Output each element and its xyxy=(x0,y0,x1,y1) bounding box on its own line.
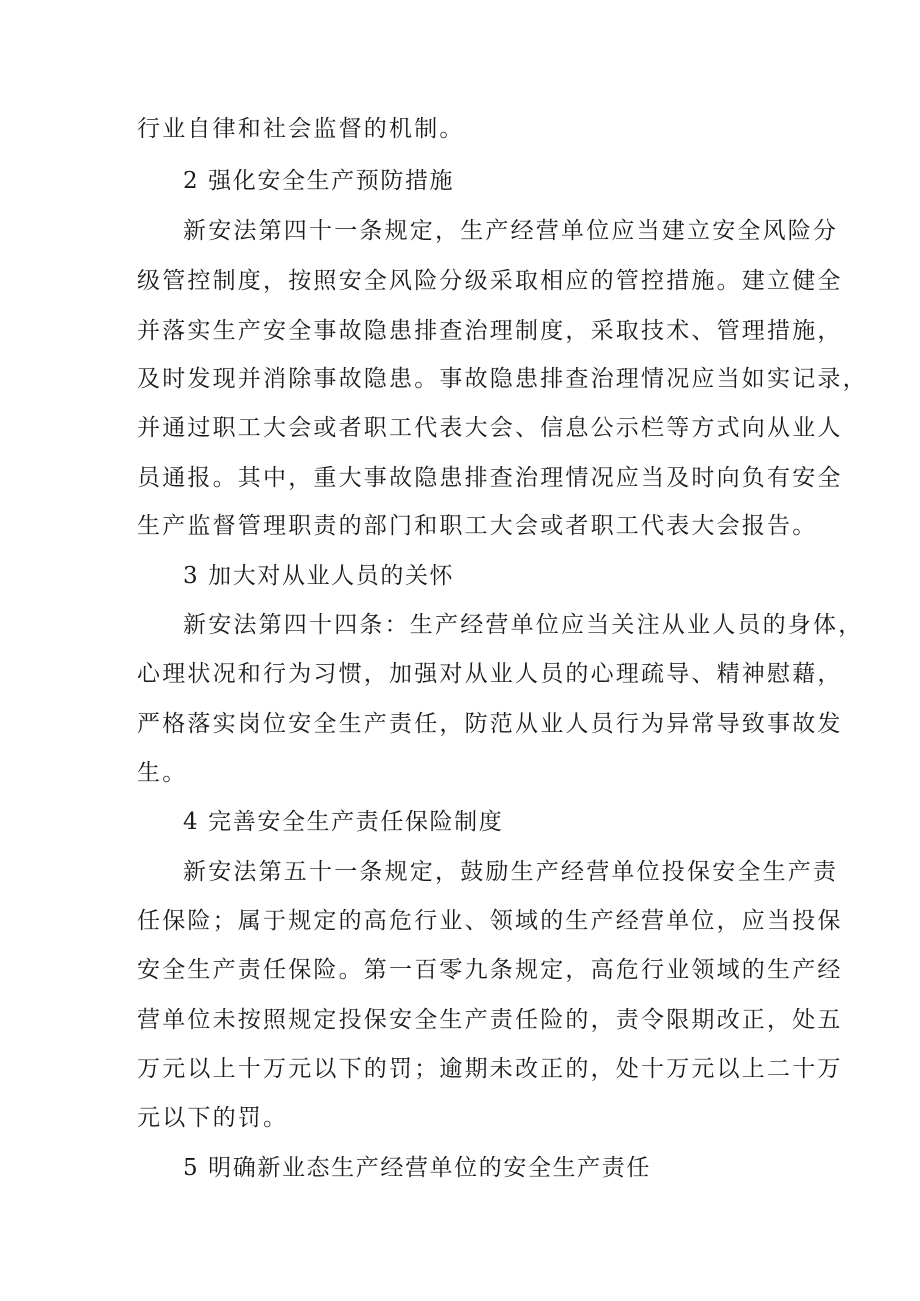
paragraph-line: 任保险；属于规定的高危行业、领域的生产经营单位，应当投保 xyxy=(137,908,843,934)
paragraph-line: 元以下的罚。 xyxy=(137,1105,289,1131)
paragraph-line: 员通报。其中，重大事故隐患排查治理情况应当及时向负有安全 xyxy=(137,465,843,491)
paragraph-line: 并通过职工大会或者职工代表大会、信息公示栏等方式向从业人 xyxy=(137,415,843,441)
paragraph-line: 严格落实岗位安全生产责任，防范从业人员行为异常导致事故发 xyxy=(137,711,843,737)
paragraph-line: 新安法第四十四条：生产经营单位应当关注从业人员的身体， xyxy=(183,612,864,638)
paragraph-line: 安全生产责任保险。第一百零九条规定，高危行业领域的生产经 xyxy=(137,957,843,983)
section-heading: 3 加大对从业人员的关怀 xyxy=(183,563,455,589)
paragraph-line: 生。 xyxy=(137,760,188,786)
paragraph-line: 营单位未按照规定投保安全生产责任险的，责令限期改正，处五 xyxy=(137,1007,843,1033)
section-heading: 5 明确新业态生产经营单位的安全生产责任 xyxy=(183,1155,651,1181)
section-heading: 4 完善安全生产责任保险制度 xyxy=(183,809,504,835)
paragraph-line: 新安法第五十一条规定，鼓励生产经营单位投保安全生产责 xyxy=(183,859,839,885)
paragraph-line: 心理状况和行为习惯，加强对从业人员的心理疏导、精神慰藉， xyxy=(137,661,843,687)
paragraph-line: 并落实生产安全事故隐患排查治理制度，采取技术、管理措施， xyxy=(137,318,843,344)
paragraph-line: 生产监督管理职责的部门和职工大会或者职工代表大会报告。 xyxy=(137,513,818,539)
paragraph-line: 万元以上十万元以下的罚；逾期未改正的，处十万元以上二十万 xyxy=(137,1056,843,1082)
paragraph-line: 级管控制度，按照安全风险分级采取相应的管控措施。建立健全 xyxy=(137,268,843,294)
text-line: 行业自律和社会监督的机制。 xyxy=(137,116,465,142)
paragraph-line: 及时发现并消除事故隐患。事故隐患排查治理情况应当如实记录， xyxy=(137,366,868,392)
section-heading: 2 强化安全生产预防措施 xyxy=(183,168,455,194)
paragraph-line: 新安法第四十一条规定，生产经营单位应当建立安全风险分 xyxy=(183,218,839,244)
